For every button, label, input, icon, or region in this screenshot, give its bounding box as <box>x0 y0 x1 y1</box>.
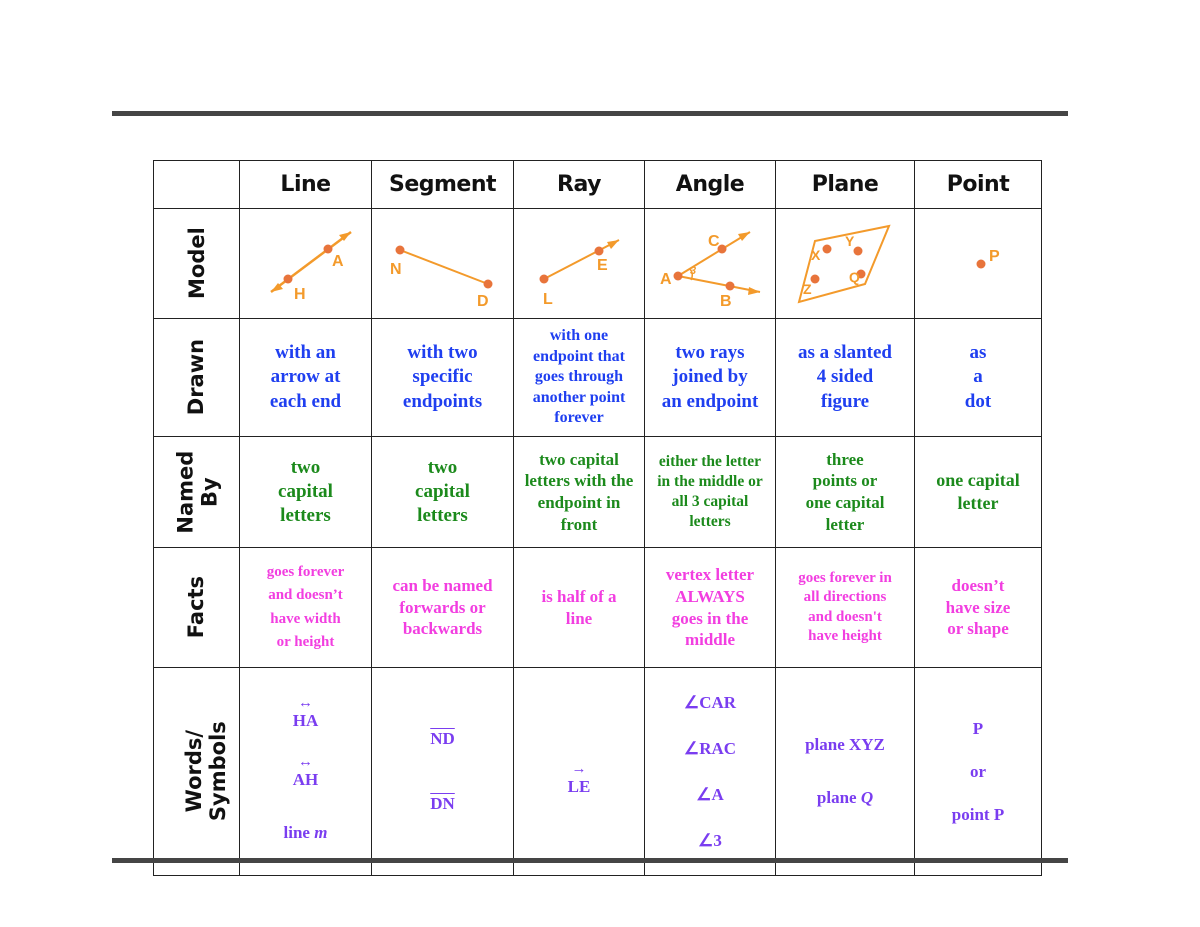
corner-cell <box>154 161 240 209</box>
segment-symbol-dn: $\overline{DN}$ <box>430 794 455 814</box>
segment-symbol-nd: $\overline{ND}$ <box>430 729 455 749</box>
symbols-angle <box>645 668 776 876</box>
facts-point: doesn’t have size or shape <box>915 548 1042 668</box>
facts-ray: is half of a line <box>514 548 645 668</box>
model-row <box>154 209 1042 319</box>
label-a-vertex: A <box>660 270 672 288</box>
drawn-plane: as a slanted 4 sided figure <box>776 319 915 437</box>
header-row <box>154 161 1042 209</box>
header-segment: Segment <box>372 161 514 209</box>
header-ray: Ray <box>514 161 645 209</box>
label-b: B <box>720 292 732 310</box>
row-label-named-by: Named By <box>154 437 240 548</box>
label-h: H <box>293 285 306 303</box>
named-by-row <box>154 437 1042 548</box>
drawn-line: with an arrow at each end <box>240 319 372 437</box>
line-symbol-ah: AH <box>292 769 319 789</box>
named-plane: three points or one capital letter <box>776 437 915 548</box>
drawn-segment: with two specific endpoints <box>372 319 514 437</box>
header-line: Line <box>240 161 372 209</box>
facts-segment: can be named forwards or backwards <box>372 548 514 668</box>
symbols-segment <box>372 668 514 876</box>
label-q: Q <box>849 268 860 285</box>
named-point: one capital letter <box>915 437 1042 548</box>
facts-angle: vertex letter ALWAYS goes in the middle <box>645 548 776 668</box>
label-e: E <box>597 256 608 274</box>
line-symbol-ha: HA <box>292 710 319 730</box>
point-symbol-name: point P <box>951 804 1005 824</box>
label-n: N <box>389 260 402 278</box>
plane-diagram <box>785 214 905 314</box>
label-a: A <box>331 252 344 270</box>
drawn-angle: two rays joined by an endpoint <box>645 319 776 437</box>
point-diagram <box>923 214 1033 314</box>
symbols-plane <box>776 668 915 876</box>
geometry-terms-table <box>153 160 1042 876</box>
symbols-point <box>915 668 1042 876</box>
angle-symbol-a: ∠A <box>696 784 724 804</box>
named-segment: two capital letters <box>372 437 514 548</box>
named-angle: either the letter in the middle or all 3 capital letters <box>645 437 776 548</box>
angle-diagram <box>650 214 770 314</box>
label-d: D <box>476 292 489 310</box>
header-plane: Plane <box>776 161 915 209</box>
drawn-point: as a dot <box>915 319 1042 437</box>
label-3: 3 <box>690 264 697 277</box>
drawn-row <box>154 319 1042 437</box>
facts-row <box>154 548 1042 668</box>
ray-diagram <box>519 214 639 314</box>
named-ray: two capital letters with the endpoint in front <box>514 437 645 548</box>
segment-diagram <box>378 214 508 314</box>
row-label-model: Model <box>154 209 240 319</box>
model-plane <box>776 209 915 319</box>
header-point: Point <box>915 161 1042 209</box>
facts-line: goes forever and doesn’t have width or height <box>240 548 372 668</box>
model-ray <box>514 209 645 319</box>
label-y: Y <box>845 232 855 249</box>
plane-name-xyz: plane XYZ <box>805 735 885 755</box>
model-point <box>915 209 1042 319</box>
angle-symbol-rac: ∠RAC <box>683 738 737 758</box>
plane-variable: Q <box>860 788 874 808</box>
label-z: Z <box>803 280 812 297</box>
line-name-text: line <box>283 822 315 842</box>
row-label-drawn: Drawn <box>154 319 240 437</box>
symbols-ray: → LE <box>514 668 645 876</box>
top-divider <box>112 111 1068 116</box>
model-angle <box>645 209 776 319</box>
header-angle: Angle <box>645 161 776 209</box>
drawn-ray: with one endpoint that goes through another point forever <box>514 319 645 437</box>
row-label-facts: Facts <box>154 548 240 668</box>
bottom-divider <box>112 858 1068 863</box>
angle-symbol-car: ∠CAR <box>683 692 737 712</box>
line-diagram <box>246 214 366 314</box>
point-symbol-or: or <box>969 761 987 781</box>
point-symbol-p: P <box>972 718 984 738</box>
row-label-words-symbols: Words/ Symbols <box>154 668 240 876</box>
symbols-row <box>154 668 1042 876</box>
label-c: C <box>708 232 720 250</box>
angle-symbol-3: ∠3 <box>698 830 722 850</box>
label-x: X <box>811 246 821 263</box>
label-p: P <box>989 247 1000 265</box>
named-line: two capital letters <box>240 437 372 548</box>
model-segment <box>372 209 514 319</box>
facts-plane: goes forever in all directions and doesn't have height <box>776 548 915 668</box>
label-l: L <box>543 290 553 308</box>
ray-symbol-le: LE <box>567 777 591 797</box>
model-line <box>240 209 372 319</box>
line-variable: m <box>314 822 328 842</box>
plane-name-text: plane <box>816 788 861 808</box>
symbols-line: ↔ HA ↔ AH line m <box>240 668 372 876</box>
